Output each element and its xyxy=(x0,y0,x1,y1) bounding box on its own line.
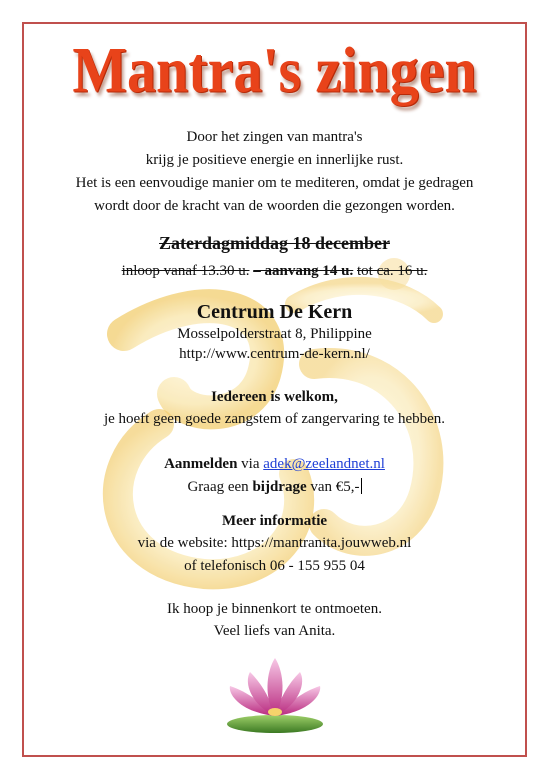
closing-line-1: Ik hoop je binnenkort te ontmoeten. xyxy=(167,601,382,617)
signup-line xyxy=(24,455,525,473)
intro-line-3: Het is een eenvoudige manier om te mediteren, omdat je gedragen xyxy=(75,175,474,191)
text-cursor xyxy=(361,478,362,494)
event-date xyxy=(24,234,525,254)
welcome-heading: Iedereen is welkom, xyxy=(211,389,338,405)
info-heading: Meer informatie xyxy=(221,513,328,529)
email-link[interactable]: adek@zeelandnet.nl xyxy=(263,456,385,472)
intro-line-1: Door het zingen van mantra's xyxy=(186,129,363,145)
signup-label: Aanmelden xyxy=(164,456,238,472)
flyer-page xyxy=(22,22,527,757)
info-phone: of telefonisch 06 - 155 955 04 xyxy=(184,558,365,574)
closing-line-2: Veel liefs van Anita. xyxy=(213,623,336,639)
contribution-post: van €5,- xyxy=(310,479,360,495)
venue-url: http://www.centrum-de-kern.nl/ xyxy=(179,346,370,362)
event-time-walkin: inloop vanaf 13.30 u. xyxy=(121,263,250,279)
event-time xyxy=(24,262,525,280)
contribution-pre: Graag een xyxy=(187,479,249,495)
event-time-start: – aanvang 14 u. xyxy=(253,263,354,279)
contribution-bold: bijdrage xyxy=(252,479,307,495)
intro-line-4: wordt door de kracht van de woorden die gezongen worden. xyxy=(94,198,455,214)
info-website: via de website: https://mantranita.jouwweb.nl xyxy=(137,535,412,551)
venue-address: Mosselpolderstraat 8, Philippine xyxy=(177,326,372,342)
event-time-end: tot ca. 16 u. xyxy=(357,263,428,279)
venue-name: Centrum De Kern xyxy=(196,301,353,323)
page-title: Mantra's zingen xyxy=(72,33,477,106)
intro-line-2: krijg je positieve energie en innerlijke rust. xyxy=(145,152,404,168)
lotus-flower-icon xyxy=(220,652,330,738)
welcome-text: je hoeft geen goede zangstem of zangervaring te hebben. xyxy=(103,411,446,427)
event-date-text: Zaterdagmiddag 18 december xyxy=(159,233,390,253)
contribution-line xyxy=(24,478,525,496)
signup-via: via xyxy=(241,456,260,472)
